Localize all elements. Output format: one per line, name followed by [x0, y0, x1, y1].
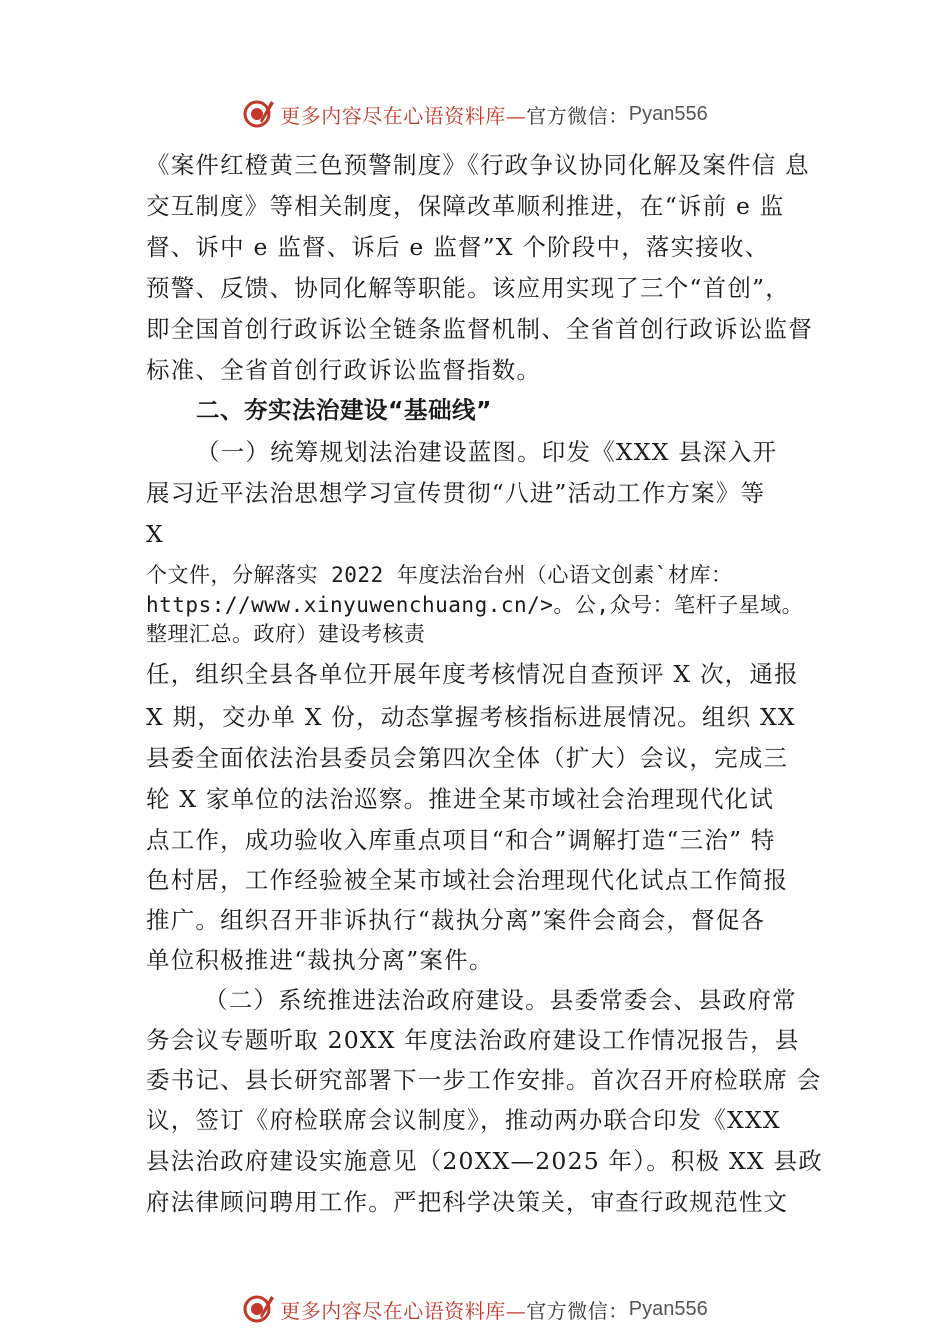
- text-line: 色村居，工作经验被全某市域社会治理现代化试点工作简报: [146, 866, 789, 894]
- text-line: X 期，交办单 X 份，动态掌握考核指标进展情况。组织 XX: [146, 703, 796, 731]
- text-line: 整理汇总。政府）建设考核责: [146, 622, 426, 646]
- text-line: 展习近平法治思想学习宣传贯彻“八进”活动工作方案》等: [146, 479, 766, 507]
- text-line: 即全国首创行政诉讼全链条监督机制、全省首创行政诉讼监督: [146, 315, 813, 343]
- text-line: 《案件红橙黄三色预警制度》《行政争议协同化解及案件信 息: [146, 151, 810, 179]
- text-line: 督、诉中 e 监督、诉后 e 监督”X 个阶段中，落实接收、: [146, 233, 770, 261]
- text-line: 轮 X 家单位的法治巡察。推进全某市域社会治理现代化试: [146, 785, 775, 813]
- watermark-wechat-id: Pyan556: [628, 102, 708, 125]
- text-line: https://www.xinyuwenchuang.cn/>。公,众号：笔杆子星域。: [146, 593, 804, 617]
- text-line: 预警、反馈、协同化解等职能。该应用实现了三个“首创”，: [146, 274, 790, 302]
- text-line: 单位积极推进“裁执分离”案件。: [146, 946, 494, 974]
- pen-logo-icon: [242, 97, 276, 131]
- text-line: 府法律顾问聘用工作。严把科学决策关，审查行政规范性文: [146, 1188, 789, 1216]
- text-line: 议，签订《府检联席会议制度》，推动两办联合印发《XXX: [146, 1106, 781, 1134]
- watermark-wechat-label: 官方微信：: [526, 1298, 629, 1323]
- text-line: 交互制度》等相关制度，保障改革顺利推进，在“诉前 e 监: [146, 192, 785, 220]
- text-line: 务会议专题听取 20XX 年度法治政府建设工作情况报告，县: [146, 1026, 800, 1054]
- subsection-heading: （二）系统推进法治政府建设。县委常委会、县政府常: [204, 986, 797, 1014]
- text-line: X: [146, 520, 164, 548]
- text-line: 标准、全省首创行政诉讼监督指数。: [146, 356, 542, 384]
- text-line: 县委全面依法治县委员会第四次全体（扩大）会议，完成三: [146, 744, 789, 772]
- subsection-heading: （一）统筹规划法治建设蓝图。印发《XXX 县深入开: [196, 438, 778, 466]
- watermark-wechat-id: Pyan556: [628, 1297, 708, 1320]
- text-line: 个文件，分解落实 2022 年度法治台州（心语文创素`材库：: [146, 563, 733, 587]
- text-line: 推广。组织召开非诉执行“裁执分离”案件会商会，督促各: [146, 906, 766, 934]
- watermark-text: 更多内容尽在心语资料库—: [280, 103, 527, 128]
- watermark-text: 更多内容尽在心语资料库—: [280, 1298, 527, 1323]
- footer-watermark: [0, 1289, 950, 1329]
- text-line: 任，组织全县各单位开展年度考核情况自查预评 X 次，通报: [146, 660, 799, 688]
- section-heading: 二、夯实法治建设“基础线”: [196, 396, 492, 424]
- text-line: 县法治政府建设实施意见（20XX—2025 年）。积极 XX 县政: [146, 1147, 823, 1175]
- pen-logo-icon: [242, 1292, 276, 1326]
- text-line: 点工作，成功验收入库重点项目“和合”调解打造“三治” 特: [146, 826, 776, 854]
- text-line: 委书记、县长研究部署下一步工作安排。首次召开府检联席 会: [146, 1066, 822, 1094]
- watermark-wechat-label: 官方微信：: [526, 103, 629, 128]
- header-watermark: [0, 94, 950, 134]
